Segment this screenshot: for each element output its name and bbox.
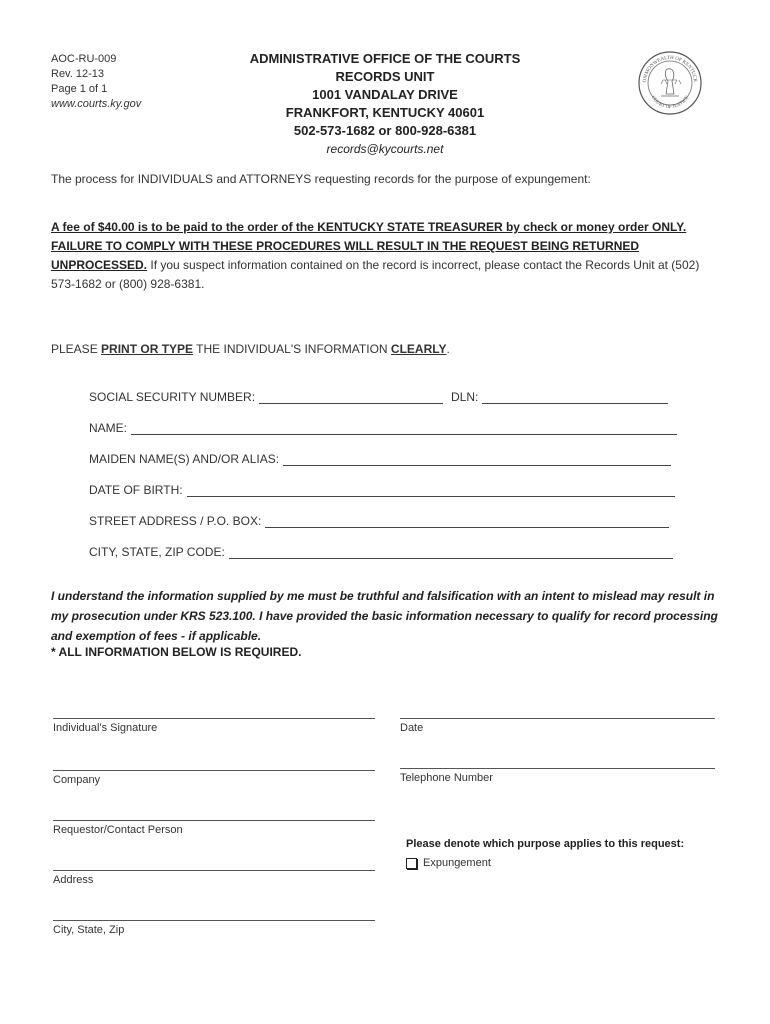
ssn-field	[89, 390, 668, 404]
ssn-label: SOCIAL SECURITY NUMBER:	[89, 390, 256, 404]
svg-text:COURT OF JUSTICE	[650, 95, 691, 110]
street-address: 1001 VANDALAY DRIVE	[312, 87, 458, 102]
purpose-question: Please denote which purpose applies to this request:	[406, 838, 685, 850]
date-line[interactable]	[400, 718, 715, 719]
signature-line[interactable]	[53, 718, 375, 719]
seal-ring-bottom: COURT OF JUSTICE	[649, 95, 691, 111]
court-seal	[637, 50, 703, 116]
maiden-field	[89, 452, 671, 466]
fee-warning: A fee of $40.00 is to be paid to the order of the KENTUCKY STATE TREASURER by check or money order ONLY. FAILURE TO COMPLY WITH THESE PROCEDURES WILL RESULT IN THE REQUEST BEING RETURNED UNPROCESSED.	[51, 220, 687, 272]
signature-label: Individual's Signature	[53, 722, 158, 734]
street-field	[89, 514, 669, 528]
address-label: Address	[53, 874, 94, 886]
city-input[interactable]	[229, 546, 673, 559]
ssn-input[interactable]	[259, 391, 443, 404]
telephone-label: Telephone Number	[400, 772, 493, 784]
company-label: Company	[53, 774, 101, 786]
intro-text: The process for INDIVIDUALS and ATTORNEYS requesting records for the purpose of expungement:	[51, 172, 591, 186]
unit-name: RECORDS UNIT	[335, 69, 435, 84]
expungement-checkbox[interactable]	[406, 858, 417, 869]
date-label: Date	[400, 722, 424, 734]
city-address: FRANKFORT, KENTUCKY 40601	[285, 105, 485, 120]
print-emphasis: PRINT OR TYPE	[101, 342, 194, 356]
attestation-text: I understand the information supplied by me must be truthful and falsification with an intent to mislead may result in my prosecution under KRS 523.100. I have provided the basic information necessary to qualify for record processing and exemption of fees - if applicable.	[51, 589, 718, 643]
name-input[interactable]	[131, 422, 677, 435]
city-field	[89, 545, 673, 559]
print-instruction	[51, 342, 450, 356]
required-note: * ALL INFORMATION BELOW IS REQUIRED.	[51, 645, 302, 659]
form-id: AOC-RU-009	[51, 53, 117, 65]
page-number: Page 1 of 1	[51, 83, 108, 95]
print-middle: THE INDIVIDUAL'S INFORMATION	[193, 342, 391, 356]
seal-ring-top: OMMONWEALTH OF KENTUCK	[642, 55, 698, 83]
name-label: NAME:	[89, 421, 128, 435]
city-label: CITY, STATE, ZIP CODE:	[89, 545, 225, 559]
dln-input[interactable]	[482, 391, 668, 404]
seal-icon	[637, 50, 703, 116]
form-revision: Rev. 12-13	[51, 68, 104, 80]
dob-input[interactable]	[187, 484, 675, 497]
phone-numbers: 502-573-1682 or 800-928-6381	[293, 123, 477, 138]
expungement-label: Expungement	[423, 857, 491, 869]
maiden-input[interactable]	[283, 453, 671, 466]
clearly-emphasis: CLEARLY	[390, 342, 447, 356]
fee-contact-info: If you suspect information contained on the record is incorrect, please contact the Records Unit at (502) 573-1682 or (800) 928-6381.	[51, 258, 700, 291]
svg-text:COMMONWEALTH OF KENTUCKY	[637, 50, 697, 83]
print-suffix: .	[446, 342, 450, 356]
dln-label: DLN:	[451, 390, 479, 404]
street-label: STREET ADDRESS / P.O. BOX:	[89, 514, 262, 528]
maiden-label: MAIDEN NAME(S) AND/OR ALIAS:	[89, 452, 280, 466]
agency-name: ADMINISTRATIVE OFFICE OF THE COURTS	[249, 51, 521, 66]
company-line[interactable]	[53, 770, 375, 771]
dob-label: DATE OF BIRTH:	[89, 483, 183, 497]
print-prefix: PLEASE	[51, 342, 102, 356]
requestor-label: Requestor/Contact Person	[53, 824, 183, 836]
city-state-zip-line[interactable]	[53, 920, 375, 921]
email-address[interactable]: records@kycourts.net	[326, 142, 444, 156]
dob-field	[89, 483, 675, 497]
street-input[interactable]	[265, 515, 669, 528]
name-field	[89, 421, 677, 435]
website-link[interactable]: www.courts.ky.gov	[51, 98, 142, 110]
city-state-zip-label: City, State, Zip	[53, 924, 125, 936]
expungement-option[interactable]	[406, 857, 491, 869]
telephone-line[interactable]	[400, 768, 715, 769]
fee-instructions	[51, 218, 721, 294]
requestor-line[interactable]	[53, 820, 375, 821]
address-line[interactable]	[53, 870, 375, 871]
